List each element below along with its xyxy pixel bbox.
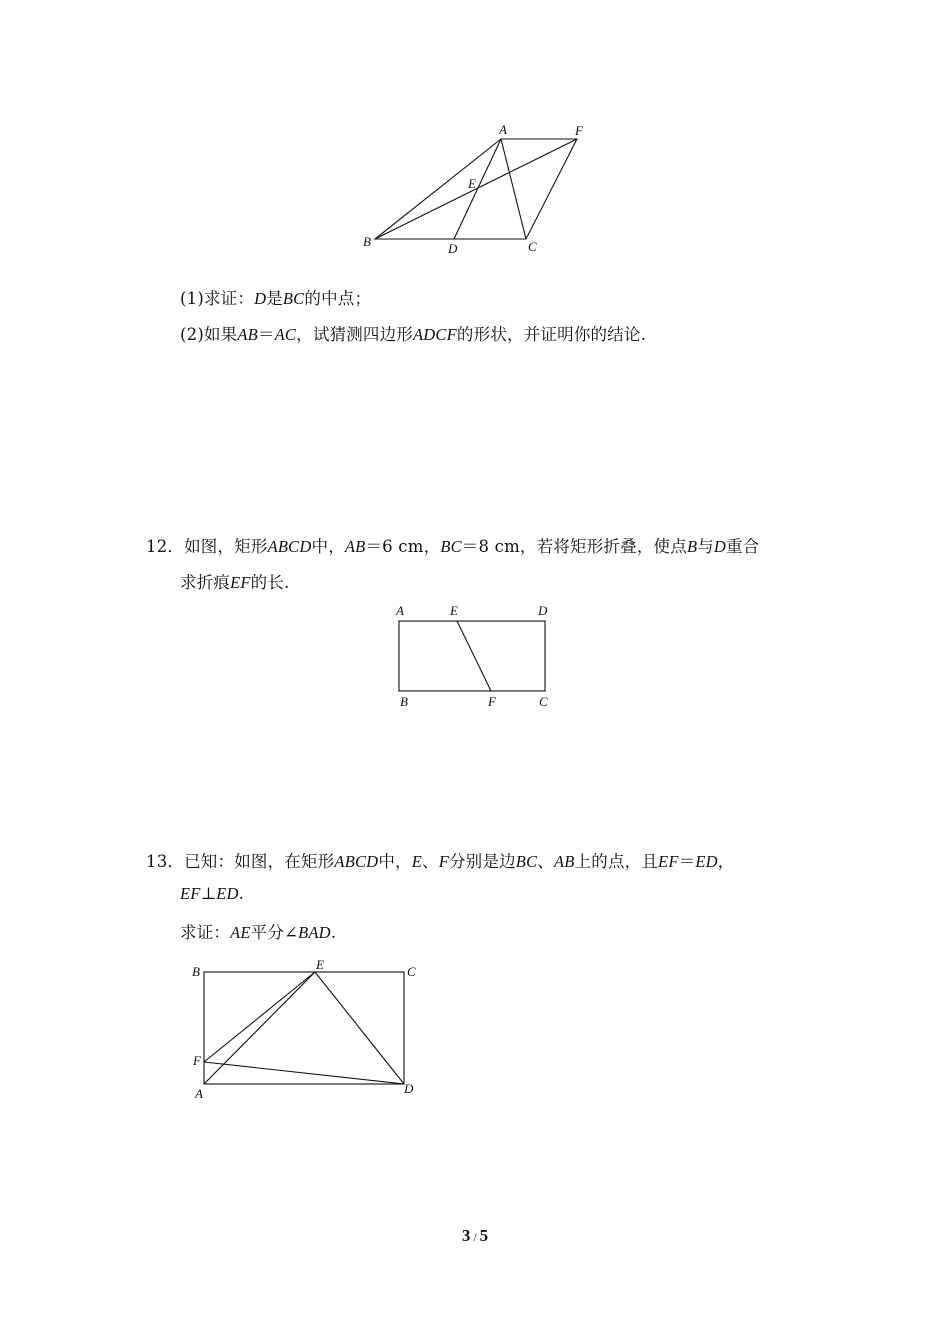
q12-line1: 12．如图，矩形ABCD中，AB＝6 cm，BC＝8 cm，若将矩形折叠，使点B与D重合 [146, 537, 760, 556]
q12-number: 12． [146, 537, 185, 556]
label-f: F [575, 123, 583, 138]
label-f: F [488, 694, 496, 709]
figure-parallelogram [355, 118, 595, 258]
segment-ae [204, 972, 315, 1084]
rectangle-abcd [204, 972, 404, 1084]
label-e: E [316, 957, 324, 972]
label-e: E [450, 603, 458, 618]
label-b: B [363, 234, 371, 249]
figure-rectangle-triangle [185, 955, 425, 1105]
page-current: 3 [461, 1226, 471, 1245]
q13-number: 13． [146, 852, 185, 871]
segment-fe [204, 972, 315, 1062]
label-c: C [407, 964, 416, 979]
page-separator: / [473, 1230, 477, 1244]
page-total: 5 [479, 1226, 489, 1245]
label-a: A [396, 603, 404, 618]
segment-ac [501, 139, 526, 239]
q11-part2: (2)如果AB＝AC，试猜测四边形ADCF的形状，并证明你的结论. [180, 325, 647, 344]
q12-line2: 求折痕EF的长. [180, 573, 290, 592]
label-f: F [193, 1053, 201, 1068]
label-c: C [539, 694, 548, 709]
segment-fd [204, 1062, 404, 1084]
label-d: D [404, 1081, 414, 1096]
label-b: B [400, 694, 408, 709]
page-number [0, 1226, 950, 1246]
label-c: C [528, 239, 537, 254]
q11-part1: (1)求证：D是BC的中点； [180, 289, 372, 308]
q13-line3: 求证：AE平分∠BAD. [180, 923, 337, 942]
label-a: A [195, 1086, 203, 1101]
q13-line1: 13．已知：如图，在矩形ABCD中，E、F分别是边BC、AB上的点，且EF＝ED， [146, 852, 735, 871]
label-b: B [192, 964, 200, 979]
figure-rectangle-fold [390, 600, 560, 710]
segment-ad [454, 139, 501, 239]
segment-bf [375, 139, 577, 239]
label-d: D [448, 241, 458, 256]
label-d: D [538, 603, 548, 618]
q13-line2: EF⊥ED. [180, 884, 245, 903]
segment-ed [315, 972, 404, 1084]
label-a: A [499, 122, 507, 137]
label-e: E [468, 176, 476, 191]
rectangle-abcd [399, 621, 545, 691]
segment-ef [457, 621, 491, 691]
